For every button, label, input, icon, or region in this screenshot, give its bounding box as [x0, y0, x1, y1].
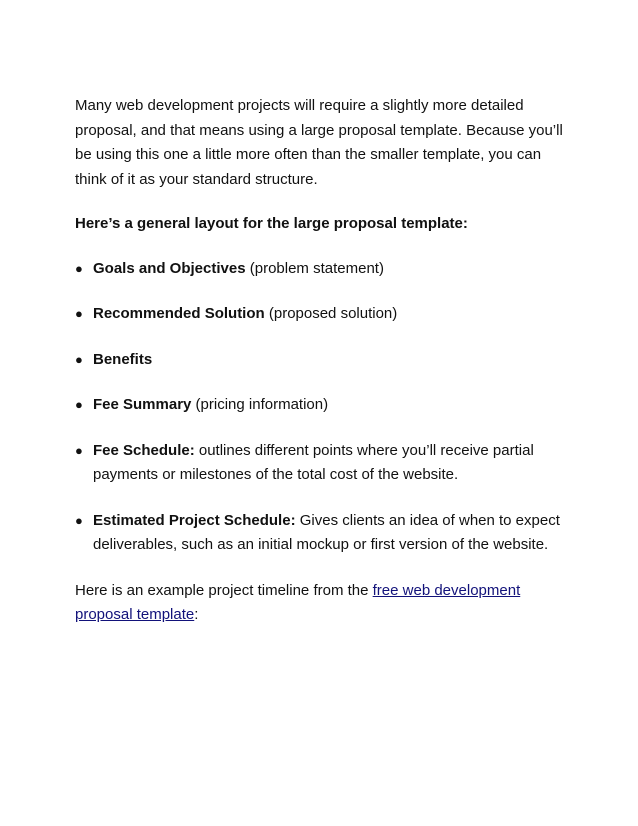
list-item-fee-summary — [75, 393, 565, 418]
bullet-icon: ● — [75, 512, 83, 528]
list-item-solution — [75, 302, 565, 327]
list-item-title: Fee Summary — [93, 396, 192, 413]
list-item-title: Estimated Project Schedule: — [93, 511, 296, 529]
list-item-detail: outlines different points where you’ll receive partial payments or milestones of the total cost of the website. — [93, 441, 534, 483]
layout-heading: Here’s a general layout for the large proposal template: — [75, 215, 468, 232]
document-page — [75, 94, 565, 648]
list-item-detail: (problem statement) — [245, 259, 384, 277]
list-item-detail: (proposed solution) — [264, 305, 398, 322]
list-item-title: Benefits — [93, 350, 153, 368]
closing-punctuation: : — [194, 606, 199, 623]
list-item-title: Recommended Solution — [93, 305, 265, 322]
list-item-benefits — [75, 348, 565, 373]
list-item-title: Fee Schedule: — [93, 441, 195, 459]
proposal-template-link[interactable]: free web development proposal template — [75, 581, 521, 623]
list-item-goals — [75, 257, 565, 282]
closing-text: Here is an example project timeline from the — [75, 581, 373, 599]
list-item-detail: (pricing information) — [191, 396, 329, 413]
bullet-icon: ● — [75, 442, 83, 458]
bullet-icon: ● — [75, 260, 83, 276]
closing-paragraph — [75, 579, 565, 628]
bullet-icon: ● — [75, 351, 83, 367]
list-item-title: Goals and Objectives — [93, 259, 246, 277]
list-item-detail: Gives clients an idea of when to expect deliverables, such as an initial mockup or first version of the website. — [93, 511, 560, 553]
list-item-project-schedule — [75, 509, 565, 558]
bullet-icon: ● — [75, 306, 83, 321]
list-item-fee-schedule — [75, 439, 565, 488]
proposal-sections-list — [75, 257, 565, 558]
bullet-icon: ● — [75, 397, 83, 412]
intro-paragraph: Many web development projects will require a slightly more detailed proposal, and that means using a large proposal template. Because you’ll be using this one a little more often than the smaller template, you can think of it as your standard structure. — [75, 97, 563, 188]
